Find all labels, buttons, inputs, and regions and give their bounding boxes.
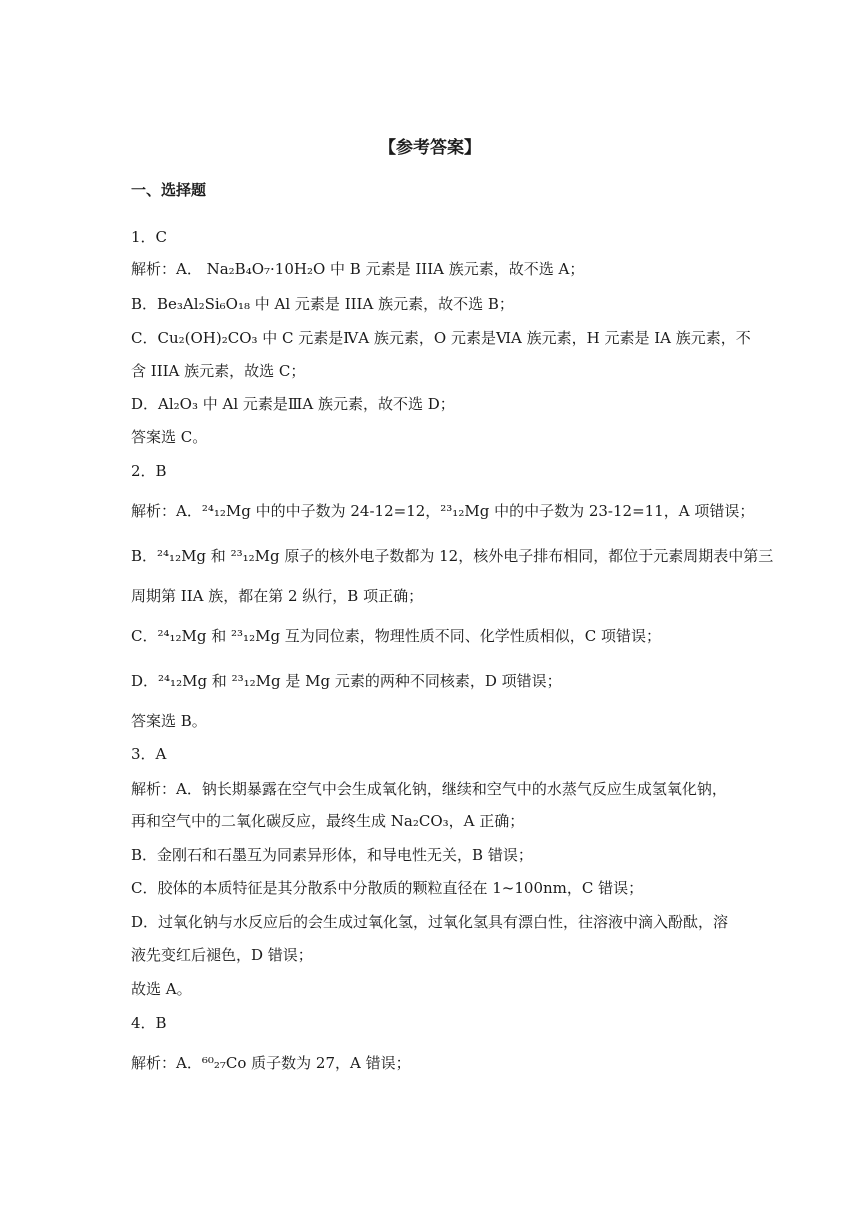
text-line: C．胶体的本质特征是其分散系中分散质的颗粒直径在 1~100nm，C 错误； xyxy=(131,879,644,897)
text-line: C．²⁴₁₂Mg 和 ²³₁₂Mg 互为同位素，物理性质不同、化学性质相似，C 项错误； xyxy=(131,627,662,645)
text-line: 解析：A．钠长期暴露在空气中会生成氧化钠，继续和空气中的水蒸气反应生成氢氧化钠， xyxy=(131,780,727,798)
answer-2: 2．B xyxy=(131,462,167,480)
text-line: 解析：A． Na₂B₄O₇·10H₂O 中 B 元素是 IIIA 族元素，故不选 A； xyxy=(131,260,585,278)
text-line: B．金刚石和石墨互为同素异形体，和导电性无关，B 错误； xyxy=(131,846,533,864)
text-line: 答案选 B。 xyxy=(131,712,207,730)
text-line: 故选 A。 xyxy=(131,980,192,998)
text-line: 再和空气中的二氧化碳反应，最终生成 Na₂CO₃，A 正确； xyxy=(131,812,525,830)
text-line: C．Cu₂(OH)₂CO₃ 中 C 元素是ⅣA 族元素，O 元素是ⅥA 族元素，H 元素是 IA 族元素，不 xyxy=(131,329,751,347)
answer-3: 3．A xyxy=(131,745,167,763)
text-line: D．²⁴₁₂Mg 和 ²³₁₂Mg 是 Mg 元素的两种不同核素，D 项错误； xyxy=(131,672,562,690)
page-title: 【参考答案】 xyxy=(379,138,481,158)
text-line: B．²⁴₁₂Mg 和 ²³₁₂Mg 原子的核外电子数都为 12，核外电子排布相同，都位于元素周期表中第三 xyxy=(131,547,774,565)
text-line: 液先变红后褪色，D 错误； xyxy=(131,946,313,964)
answer-1: 1．C xyxy=(131,228,168,246)
text-line: 答案选 C。 xyxy=(131,428,208,446)
text-line: 周期第 IIA 族，都在第 2 纵行，B 项正确； xyxy=(131,587,424,605)
answer-4: 4．B xyxy=(131,1014,167,1032)
text-line: D．Al₂O₃ 中 Al 元素是ⅢA 族元素，故不选 D； xyxy=(131,395,455,413)
text-line: 解析：A．⁶⁰₂₇Co 质子数为 27，A 错误； xyxy=(131,1054,411,1072)
text-line: D．过氧化钠与水反应后的会生成过氧化氢，过氧化氢具有漂白性，往溶液中滴入酚酞，溶 xyxy=(131,913,729,931)
text-line: 解析：A．²⁴₁₂Mg 中的中子数为 24-12=12，²³₁₂Mg 中的中子数为 23-12=11，A 项错误； xyxy=(131,502,755,520)
section-heading: 一、选择题 xyxy=(131,181,207,199)
text-line: B．Be₃Al₂Si₆O₁₈ 中 Al 元素是 IIIA 族元素，故不选 B； xyxy=(131,295,514,313)
text-line: 含 IIIA 族元素，故选 C； xyxy=(131,362,306,380)
